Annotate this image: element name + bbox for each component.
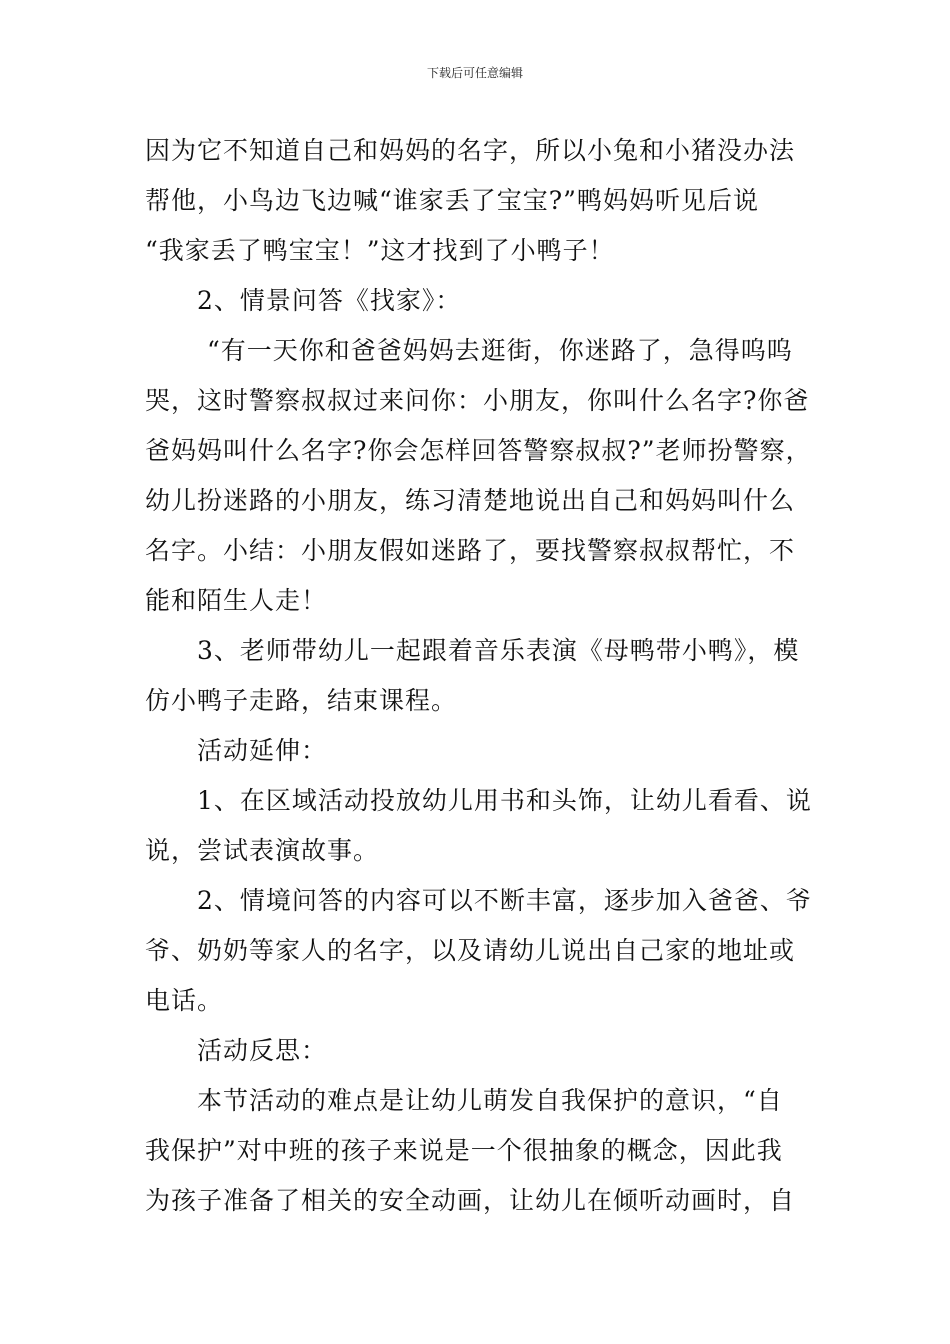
text-line: 帮他，小鸟边飞边喊“谁家丢了宝宝?”鸭妈妈听见后说 [145,186,759,215]
text-line: 2、情境问答的内容可以不断丰富，逐步加入爸爸、爷 [197,886,812,915]
text-line: 爷、奶奶等家人的名字，以及请幼儿说出自己家的地址或 [145,936,796,965]
text-line: 3、老师带幼儿一起跟着音乐表演《母鸭带小鸭》，模 [197,636,800,665]
section-heading: 活动延伸： [197,736,328,765]
section-heading: 2、情景问答《找家》： [197,286,462,315]
text-line: 名字。小结：小朋友假如迷路了，要找警察叔叔帮忙，不 [145,536,796,565]
text-line: 哭，这时警察叔叔过来问你：小朋友，你叫什么名字?你爸 [145,386,810,415]
text-line: 说，尝试表演故事。 [145,836,380,865]
text-line: 为孩子准备了相关的安全动画，让幼儿在倾听动画时，自 [145,1186,796,1215]
section-heading: 活动反思： [197,1036,328,1065]
text-line: 仿小鸭子走路，结束课程。 [145,686,458,715]
page-header: 下载后可任意编辑 [426,66,523,80]
text-line: 电话。 [145,986,224,1015]
text-line: 1、在区域活动投放幼儿用书和头饰，让幼儿看看、说 [197,786,812,815]
text-line: 能和陌生人走！ [145,586,328,615]
text-line: 爸妈妈叫什么名字?你会怎样回答警察叔叔?”老师扮警察， [145,436,812,465]
text-line: “有一天你和爸爸妈妈去逛街，你迷路了，急得呜呜 [207,336,793,365]
text-line: “我家丢了鸭宝宝！”这才找到了小鸭子！ [145,236,615,265]
text-line: 幼儿扮迷路的小朋友，练习清楚地说出自己和妈妈叫什么 [145,486,796,515]
document-body [145,126,825,1226]
text-line: 本节活动的难点是让幼儿萌发自我保护的意识，“自 [197,1086,783,1115]
text-line: 因为它不知道自己和妈妈的名字，所以小兔和小猪没办法 [145,136,796,165]
text-line: 我保护”对中班的孩子来说是一个很抽象的概念，因此我 [145,1136,783,1165]
